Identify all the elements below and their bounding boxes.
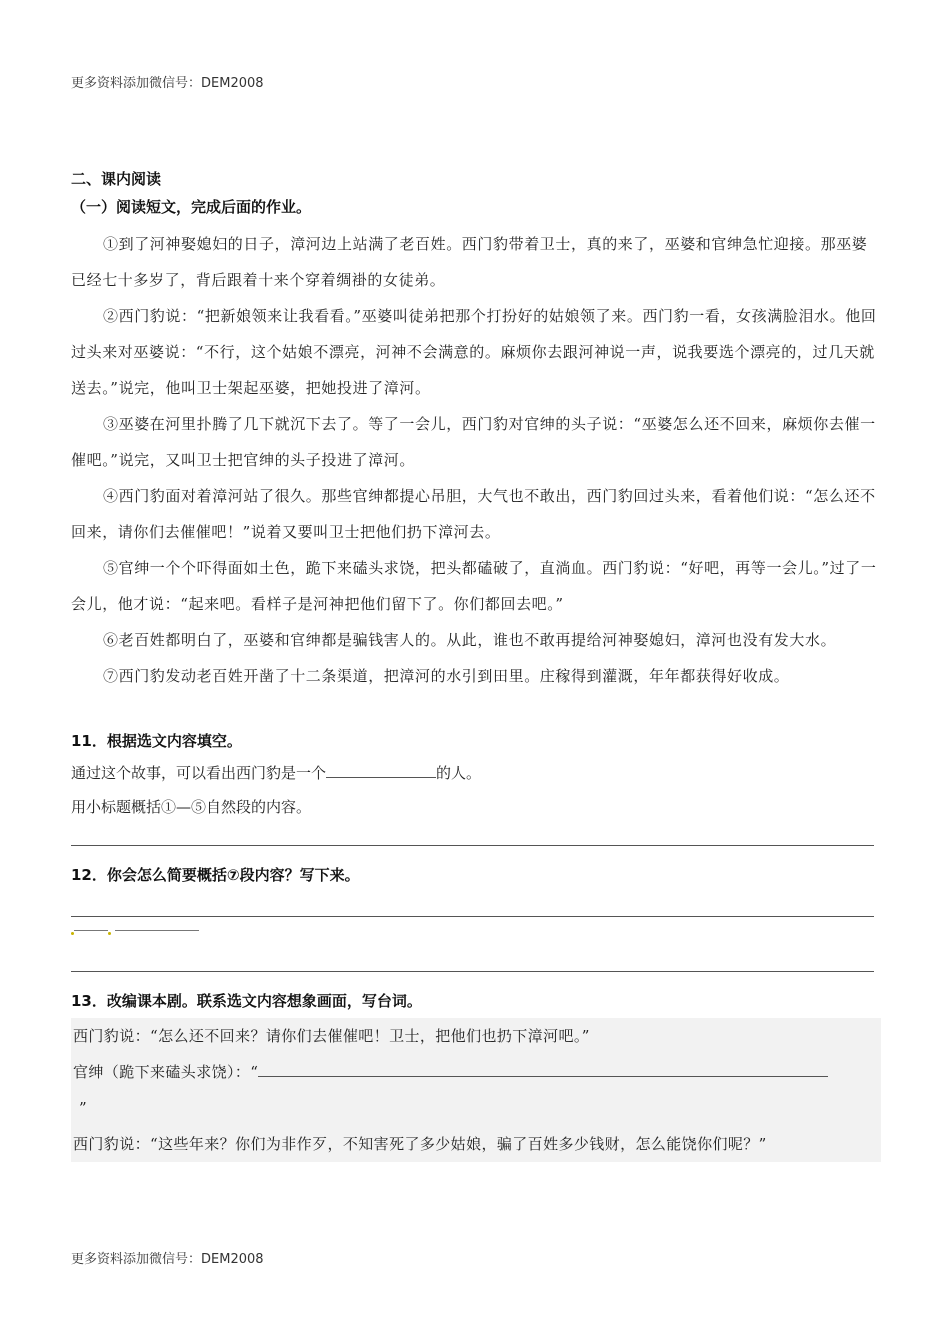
question-11-line-1 [71,756,881,790]
page-header: 更多资料添加微信号：DEM2008 [71,76,264,91]
page-footer: 更多资料添加微信号：DEM2008 [71,1252,264,1267]
reading-passage [71,226,881,694]
question-11-title: 11．根据选文内容填空。 [71,732,242,750]
passage-paragraph-5: ⑤官绅一个个吓得面如土色，跪下来磕头求饶，把头都磕破了，直淌血。西门豹说：“好吧，再等一会儿。”过了一会儿，他才说：“起来吧。看样子是河神把他们留下了。你们都回去吧。” [71,559,877,613]
question-11-line-1-after: 的人。 [436,764,482,782]
question-11-blank[interactable] [326,763,436,778]
dialogue-line-4: 西门豹说：“这些年来？你们为非作歹，不知害死了多少姑娘，骗了百姓多少钱财，怎么能饶你们呢？” [73,1135,767,1153]
main-content [71,166,881,1162]
passage-paragraph-3: ③巫婆在河里扑腾了几下就沉下去了。等了一会儿，西门豹对官绅的头子说：“巫婆怎么还不回来，麻烦你去催一催吧。”说完，又叫卫士把官绅的头子投进了漳河。 [71,415,876,469]
passage-paragraph-1: ①到了河神娶媳妇的日子，漳河边上站满了老百姓。西门豹带着卫士，真的来了，巫婆和官绅急忙迎接。那巫婆已经七十多岁了，背后跟着十来个穿着绸褂的女徒弟。 [71,235,868,289]
mark-dot [71,932,74,935]
question-11-line-2: 用小标题概括①—⑤自然段的内容。 [71,798,312,816]
dialogue-line-2-prefix: 官绅（跪下来磕头求饶）：“ [73,1063,259,1081]
dialogue-line-1: 西门豹说：“怎么还不回来？请你们去催催吧！卫士，把他们也扔下漳河吧。” [73,1027,590,1045]
passage-paragraph-6: ⑥老百姓都明白了，巫婆和官绅都是骗钱害人的。从此，谁也不敢再提给河神娶媳妇，漳河也没有发大水。 [103,631,837,649]
mark-dot [108,932,111,935]
passage-paragraph-4: ④西门豹面对着漳河站了很久。那些官绅都提心吊胆，大气也不敢出，西门豹回过头来，看着他们说：“怎么还不回来，请你们去催催吧！”说着又要叫卫士把他们扔下漳河去。 [71,487,876,541]
section-title: 二、课内阅读 [71,170,162,188]
question-13-title: 13．改编课本剧。联系选文内容想象画面，写台词。 [71,992,422,1010]
dialogue-blank[interactable] [258,1066,828,1077]
question-11-line-1-before: 通过这个故事，可以看出西门豹是一个 [71,764,327,782]
question-12-title: 12．你会怎么简要概括⑦段内容？写下来。 [71,866,360,884]
dialogue-line-2 [71,1054,881,1090]
passage-paragraph-7: ⑦西门豹发动老百姓开凿了十二条渠道，把漳河的水引到田里。庄稼得到灌溉，年年都获得好收成。 [103,667,790,685]
section-subtitle: （一）阅读短文，完成后面的作业。 [71,198,312,216]
dialogue-line-3: ” [79,1099,88,1117]
short-rules [71,917,881,935]
passage-paragraph-2: ②西门豹说：“把新娘领来让我看看。”巫婆叫徒弟把那个打扮好的姑娘领了来。西门豹一看，女孩满脸泪水。他回过头来对巫婆说：“不行，这个姑娘不漂亮，河神不会满意的。麻烦你去跟河神说一声，说我要选个漂亮的，过几天就送去。”说完，他叫卫士架起巫婆，把她投进了漳河。 [71,307,877,397]
short-rule [115,922,199,931]
short-rule [74,922,108,931]
dialogue-box [71,1018,881,1162]
